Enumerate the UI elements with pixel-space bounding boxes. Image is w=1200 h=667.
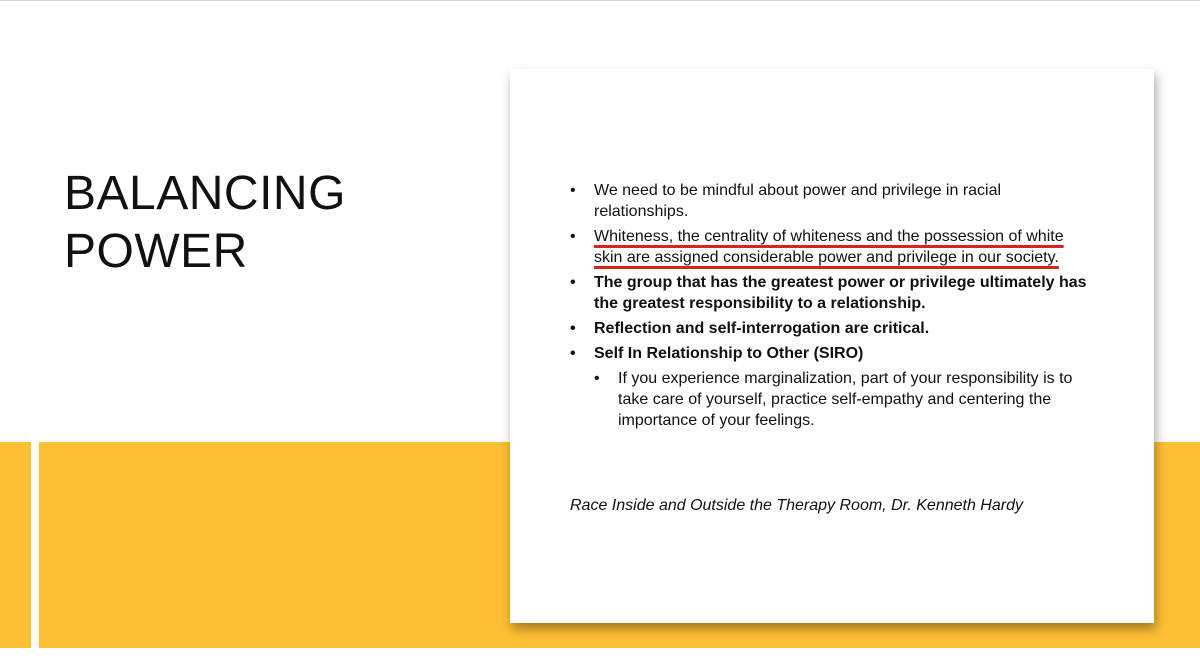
accent-stripe [14, 442, 31, 648]
bullet-dot: • [594, 370, 600, 387]
citation: Race Inside and Outside the Therapy Room, Dr. Kenneth Hardy [570, 497, 1023, 514]
slide-title [64, 165, 484, 281]
bullet-item [570, 318, 1090, 339]
bullet-item [570, 180, 1090, 222]
bullet-item [570, 343, 1090, 364]
bullet-dot: • [570, 228, 576, 245]
bullet-dot: • [570, 274, 576, 291]
bullet-text: The group that has the greatest power or privilege ultimately has the greatest responsibility to a relationship. [594, 274, 1087, 312]
sub-bullet-item [594, 368, 1090, 431]
bullet-text: Reflection and self-interrogation are critical. [594, 320, 930, 337]
bullet-text-underlined: Whiteness, the centrality of whiteness and the possession of white skin are assigned considerable power and privilege in our society. [594, 228, 1064, 266]
content-card [510, 69, 1154, 623]
bullet-dot: • [570, 345, 576, 362]
bullet-item [570, 226, 1090, 268]
title-line-1: BALANCING [64, 167, 346, 220]
bullet-item [570, 272, 1090, 314]
bullet-dot: • [570, 320, 576, 337]
accent-gap [31, 442, 39, 648]
bullet-dot: • [570, 182, 576, 199]
sub-bullet-text: If you experience marginalization, part of your responsibility is to take care of yourself, practice self-empathy and centering the importance of your feelings. [618, 370, 1073, 429]
bullet-text: We need to be mindful about power and privilege in racial relationships. [594, 182, 1002, 220]
title-line-2: POWER [64, 225, 248, 278]
bullet-list [570, 180, 1090, 435]
bullet-text: Self In Relationship to Other (SIRO) [594, 345, 864, 362]
